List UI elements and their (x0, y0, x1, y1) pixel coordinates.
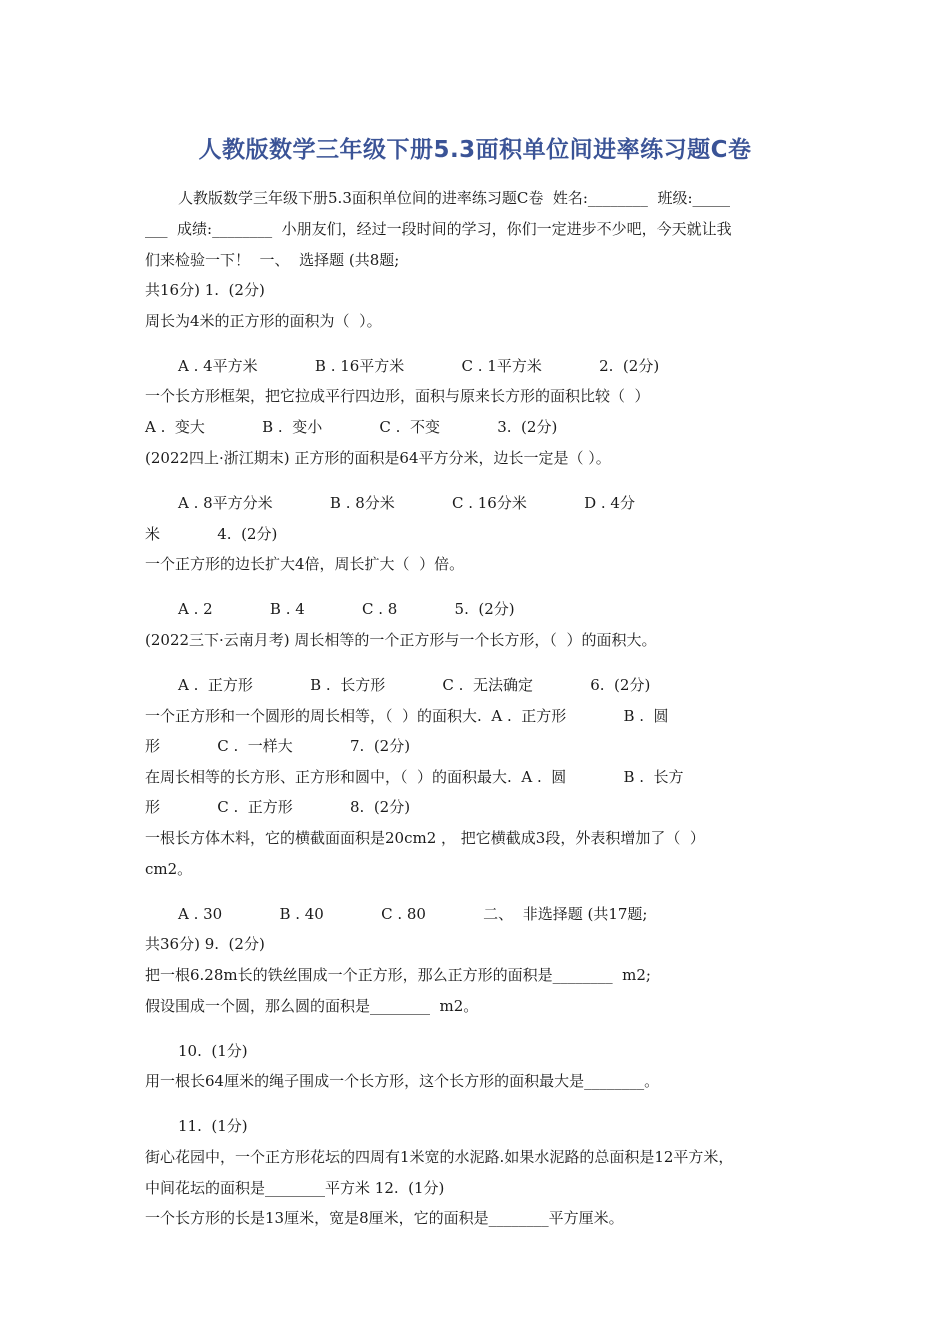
text-line: 在周长相等的长方形、正方形和圆中，（ ）的面积最大. A . 圆 B . 长方 (145, 768, 684, 786)
text-line: ___ 成绩:________ 小朋友们，经过一段时间的学习，你们一定进步不少吧，今天就让我 (145, 220, 732, 238)
text-line: cm2。 (145, 860, 193, 878)
text-line: A . 4平方米 B . 16平方米 C . 1平方米 2. (2分) (178, 357, 660, 375)
text-line: 用一根长64厘米的绳子围成一个长方形，这个长方形的面积最大是________。 (145, 1072, 660, 1090)
text-line: (2022三下·云南月考) 周长相等的一个正方形与一个长方形，（ ）的面积大。 (145, 631, 657, 649)
text-line: 一个正方形和一个圆形的周长相等，（ ）的面积大. A . 正方形 B . 圆 (145, 707, 669, 725)
text-line: 中间花坛的面积是________平方米 12. (1分) (145, 1179, 445, 1197)
text-line: 假设围成一个圆，那么圆的面积是________ m2。 (145, 997, 479, 1015)
text-line: A . 30 B . 40 C . 80 二、 非选择题 (共17题; (178, 905, 648, 923)
text-line: (2022四上·浙江期末) 正方形的面积是64平方分米，边长一定是（ ）。 (145, 449, 611, 467)
text-line: 把一根6.28m长的铁丝围成一个正方形，那么正方形的面积是________ m2; (145, 966, 651, 984)
text-line: 形 C . 正方形 8. (2分) (145, 798, 411, 816)
text-line: A . 正方形 B . 长方形 C . 无法确定 6. (2分) (178, 676, 651, 694)
text-line: 一个长方形框架，把它拉成平行四边形，面积与原来长方形的面积比较（ ） (145, 387, 650, 405)
text-line: 人教版数学三年级下册5.3面积单位间的进率练习题C卷 姓名:________ 班级:_____ (178, 189, 731, 207)
text-line: A . 8平方分米 B . 8分米 C . 16分米 D . 4分 (178, 494, 635, 512)
text-line: 一个正方形的边长扩大4倍，周长扩大（ ）倍。 (145, 555, 465, 573)
text-line: 11. (1分) (178, 1117, 248, 1135)
text-line: 米 4. (2分) (145, 525, 278, 543)
text-line: 街心花园中，一个正方形花坛的四周有1米宽的水泥路.如果水泥路的总面积是12平方米， (145, 1148, 734, 1166)
text-line: 10. (1分) (178, 1042, 248, 1060)
text-line: A . 变大 B . 变小 C . 不变 3. (2分) (145, 418, 558, 436)
document-title: 人教版数学三年级下册5.3面积单位间进率练习题C卷 (198, 137, 752, 163)
text-line: 们来检验一下！ 一、 选择题 (共8题; (145, 251, 400, 269)
text-line: 周长为4米的正方形的面积为（ ）。 (145, 312, 382, 330)
text-line: A . 2 B . 4 C . 8 5. (2分) (178, 600, 515, 618)
text-line: 形 C . 一样大 7. (2分) (145, 737, 411, 755)
text-line: 共16分) 1. (2分) (145, 281, 265, 299)
text-line: 共36分) 9. (2分) (145, 935, 265, 953)
text-line: 一个长方形的长是13厘米，宽是8厘米，它的面积是________平方厘米。 (145, 1209, 624, 1227)
text-line: 一根长方体木料，它的横截面面积是20cm2 ， 把它横截成3段，外表积增加了（ ） (145, 829, 705, 847)
